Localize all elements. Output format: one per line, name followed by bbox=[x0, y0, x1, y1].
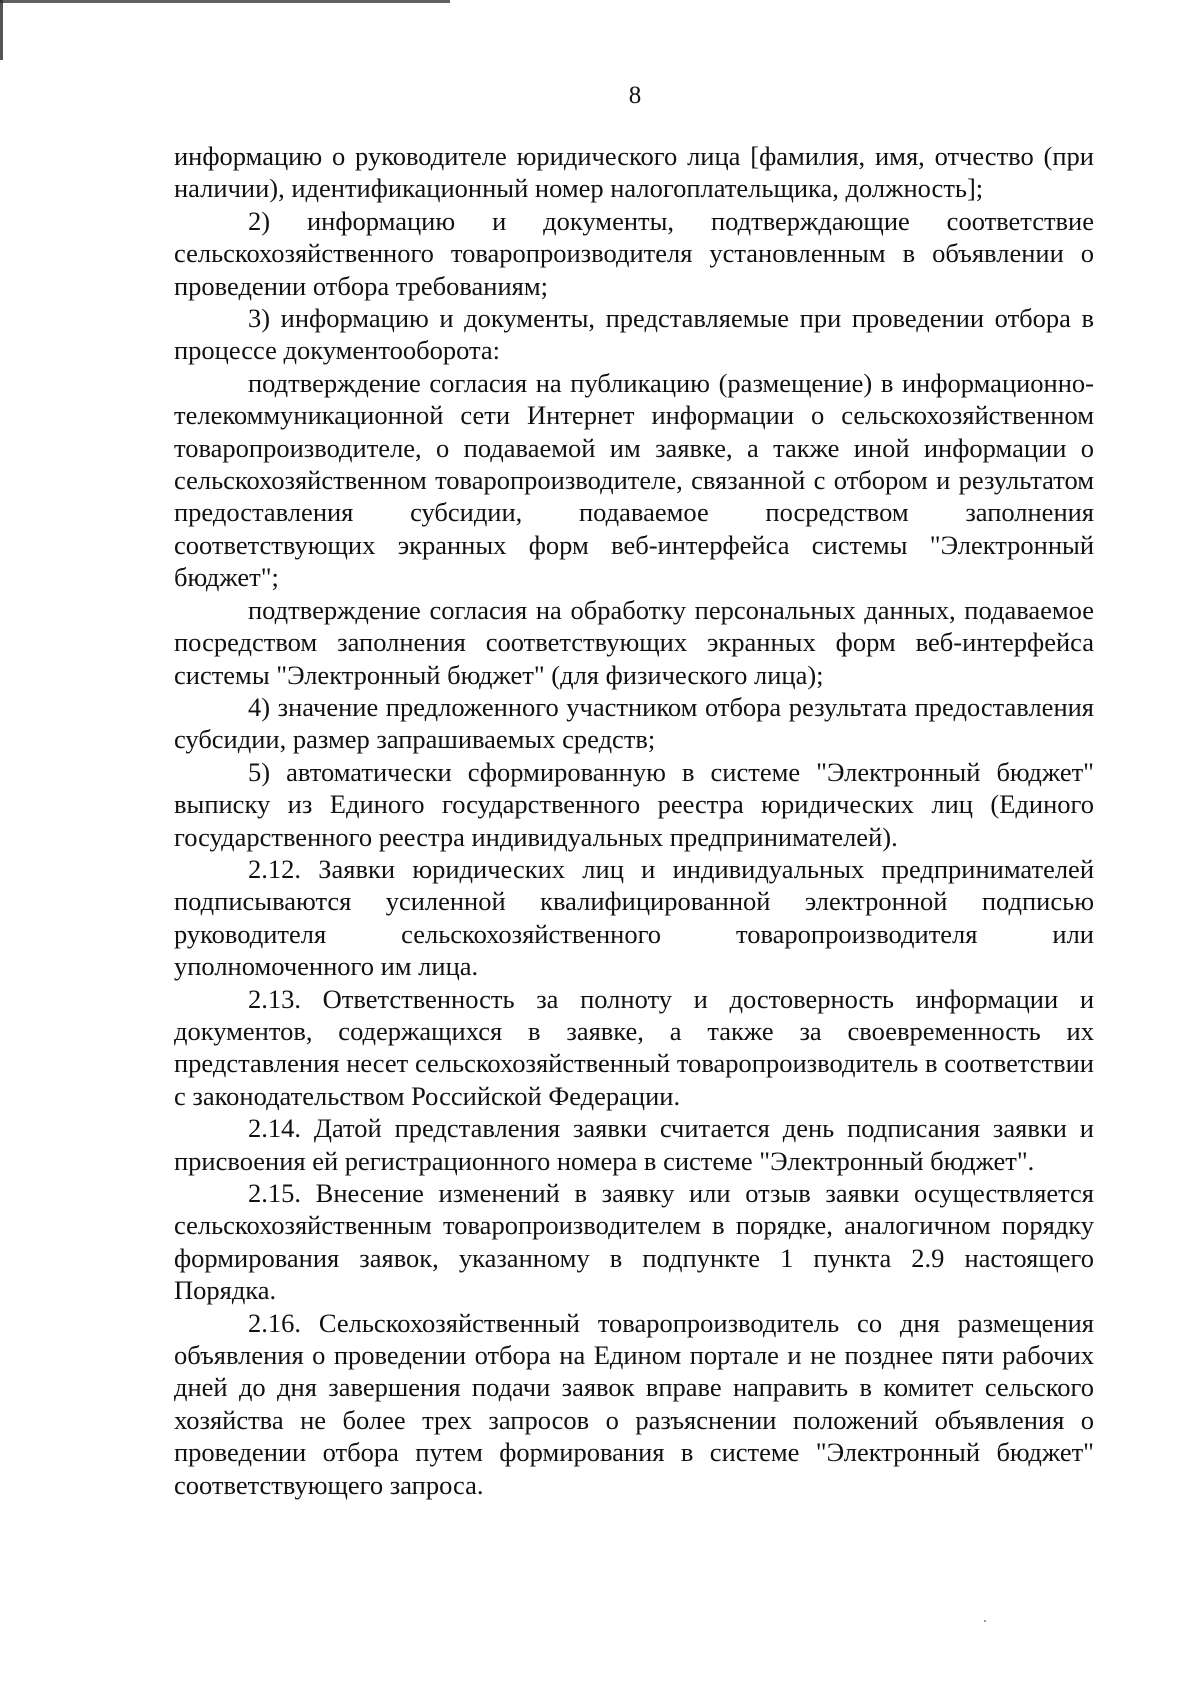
paragraph: подтверждение согласия на публикацию (размещение) в информационно-телекоммуникационной сети Интернет информации о сельскохозяйственном товаропроизводителе, о подаваемой им заявке, а также иной информации о сельскохозяйственном товаропроизводителе, связанной с отбором и результатом предоставления субсидии, подаваемое посредством заполнения соответствующих экранных форм веб-интерфейса системы "Электронный бюджет"; bbox=[174, 367, 1094, 593]
page-number: 8 bbox=[628, 82, 642, 109]
paragraph: информацию о руководителе юридического лица [фамилия, имя, отчество (при наличии), идентификационный номер налогоплательщика, должность]; bbox=[174, 141, 1094, 204]
scan-speck bbox=[984, 1620, 986, 1622]
paragraph: 5) автоматически сформированную в системе "Электронный бюджет" выписку из Единого государственного реестра юридических лиц (Единого государственного реестра индивидуальных предпринимателей). bbox=[174, 756, 1094, 852]
document-body bbox=[174, 140, 1094, 1501]
paragraph: 3) информацию и документы, представляемые при проведении отбора в процессе документооборота: bbox=[174, 303, 1094, 366]
paragraph: 2.13. Ответственность за полноту и достоверность информации и документов, содержащихся в заявке, а также за своевременность их представления несет сельскохозяйственный товаропроизводитель в соответствии с законодательством Российской Федерации. bbox=[174, 983, 1094, 1111]
scan-edge-left bbox=[0, 0, 3, 60]
paragraph: 2.12. Заявки юридических лиц и индивидуальных предпринимателей подписываются усиленной квалифицированной электронной подписью руководителя сельскохозяйственного товаропроизводителя или уполномоченного им лица. bbox=[174, 853, 1094, 982]
scan-edge-top bbox=[0, 0, 450, 3]
paragraph: 2.14. Датой представления заявки считается день подписания заявки и присвоения ей регистрационного номера в системе "Электронный бюджет". bbox=[174, 1113, 1094, 1176]
paragraph: 4) значение предложенного участником отбора результата предоставления субсидии, размер запрашиваемых средств; bbox=[174, 691, 1094, 755]
paragraph: 2.16. Сельскохозяйственный товаропроизводитель со дня размещения объявления о проведении отбора на Едином портале и не позднее пяти рабочих дней до дня завершения подачи заявок вправе направить в комитет сельского хозяйства не более трех запросов о разъяснении положений объявления о проведении отбора путем формирования в системе "Электронный бюджет" соответствующего запроса. bbox=[174, 1307, 1094, 1500]
paragraph: 2) информацию и документы, подтверждающие соответствие сельскохозяйственного товаропроизводителя установленным в объявлении о проведении отбора требованиям; bbox=[174, 205, 1094, 301]
paragraph: подтверждение согласия на обработку персональных данных, подаваемое посредством заполнения соответствующих экранных форм веб-интерфейса системы "Электронный бюджет" (для физического лица); bbox=[174, 594, 1094, 690]
paragraph: 2.15. Внесение изменений в заявку или отзыв заявки осуществляется сельскохозяйственным товаропроизводителем в порядке, аналогичном порядку формирования заявок, указанному в подпункте 1 пункта 2.9 настоящего Порядка. bbox=[174, 1178, 1094, 1306]
